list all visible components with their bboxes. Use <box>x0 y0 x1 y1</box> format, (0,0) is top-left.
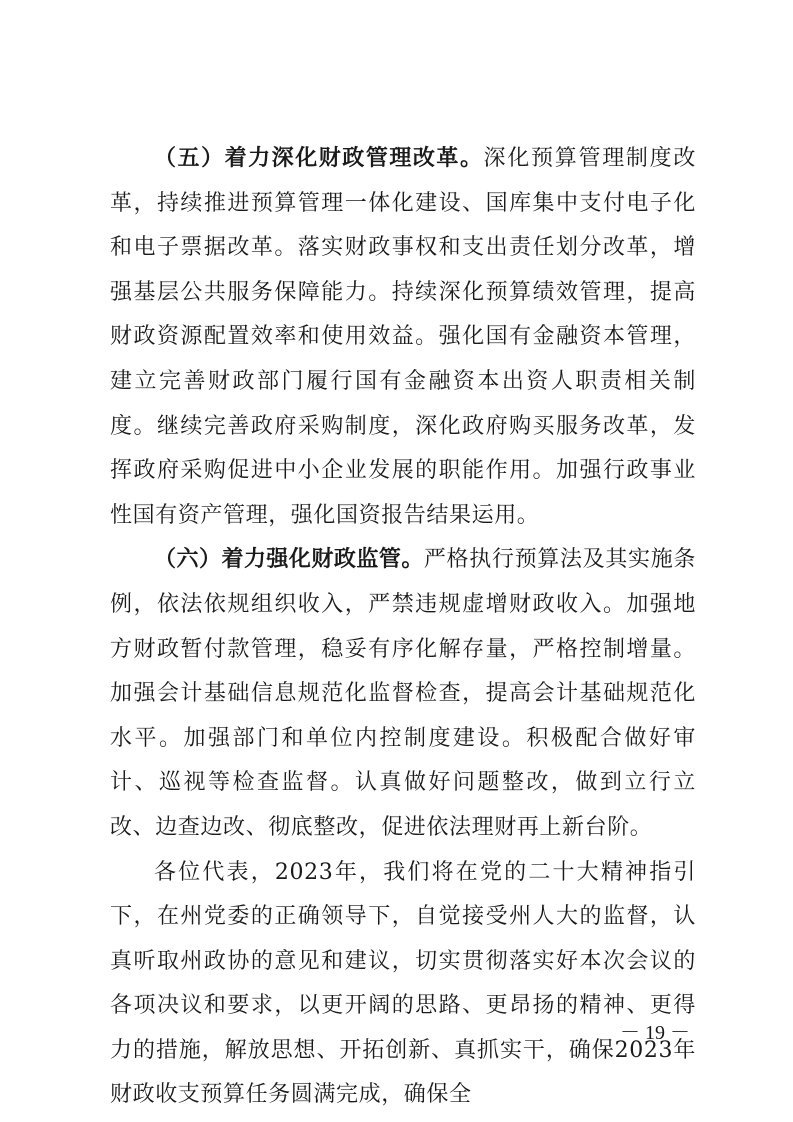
paragraph-text: 严格执行预算法及其实施条例，依法依规组织收入，严禁违规虚增财政收入。加强地方财政暂付款管理，稳妥有序化解存量，严格控制增量。加强会计基础信息规范化监督检查，提高会计基础规范化水平。加强部门和单位内控制度建设。积极配合做好审计、巡视等检查监督。认真做好问题整改，做到立行立改、边查边改、彻底整改，促进依法理财再上新台阶。 <box>110 547 696 840</box>
document-body <box>110 137 696 1118</box>
section-heading-five: （五）着力深化财政管理改革。 <box>154 146 484 171</box>
section-heading-six: （六）着力强化财政监管。 <box>154 547 424 573</box>
paragraph-closing <box>110 851 696 1119</box>
paragraph-fiscal-reform <box>110 137 696 538</box>
paragraph-text: 深化预算管理制度改革，持续推进预算管理一体化建设、国库集中支付电子化和电子票据改革。落实财政事权和支出责任划分改革，增强基层公共服务保障能力。持续深化预算绩效管理，提高财政资源配置效率和使用效益。强化国有金融资本管理，建立完善财政部门履行国有金融资本出资人职责相关制度。继续完善政府采购制度，深化政府购买服务改革，发挥政府采购促进中小企业发展的职能作用。加强行政事业性国有资产管理，强化国资报告结果运用。 <box>110 146 697 528</box>
page-number: － 19 － <box>620 1022 690 1044</box>
paragraph-text: 各位代表，2023年，我们将在党的二十大精神指引下，在州党委的正确领导下，自觉接受州人大的监督，认真听取州政协的意见和建议，切实贯彻落实好本次会议的各项决议和要求，以更开阔的思路、更昂扬的精神、更得力的措施，解放思想、开拓创新、真抓实干，确保2023年财政收支预算任务圆满完成，确保全 <box>110 859 696 1108</box>
paragraph-fiscal-supervision <box>110 538 696 850</box>
